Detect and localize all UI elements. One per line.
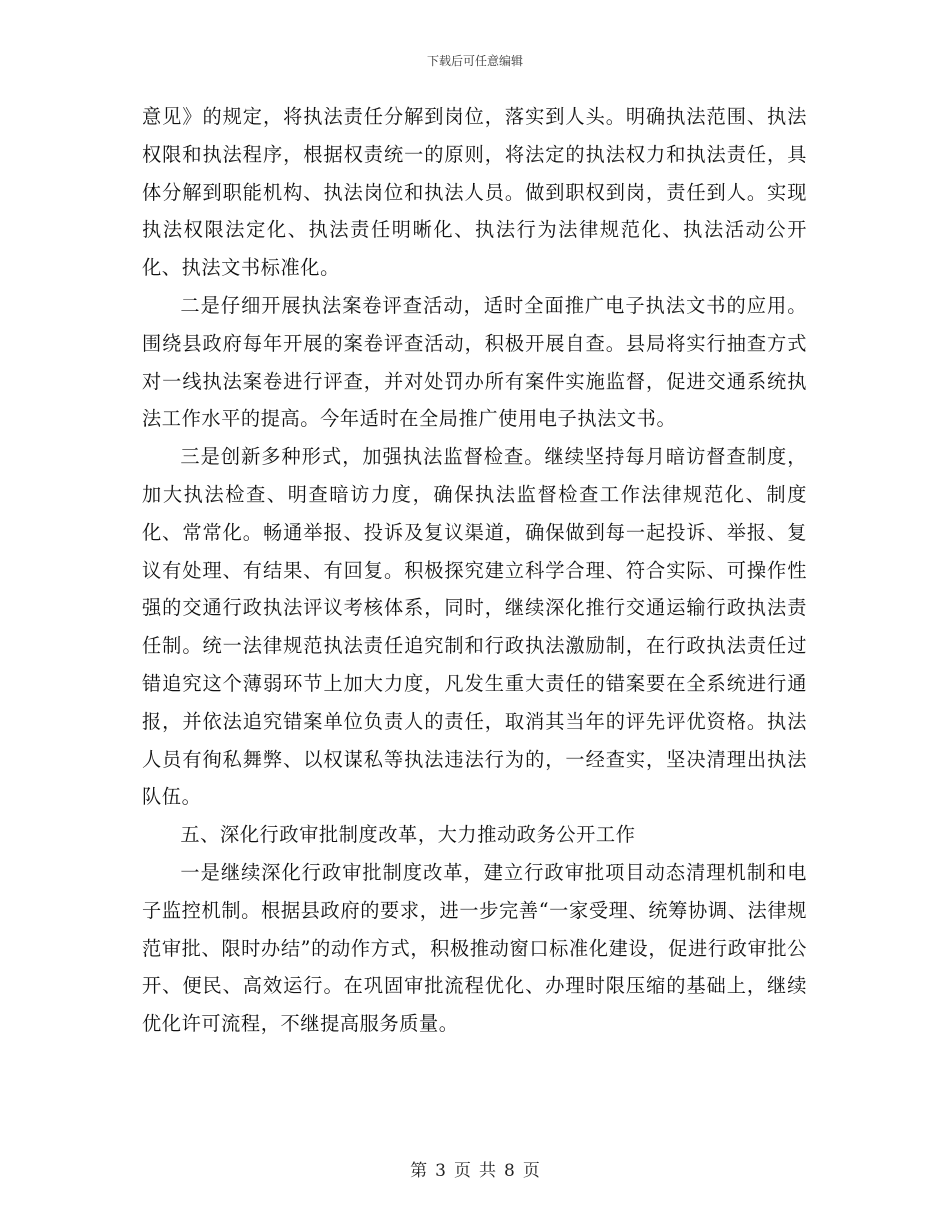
footer-suffix: 页 (522, 1161, 540, 1181)
paragraph-item-three: 三是创新多种形式，加强执法监督检查。继续坚持每月暗访督查制度，加大执法检查、明查暗访力度，确保执法监督检查工作法律规范化、制度化、常常化。畅通举报、投诉及复议渠道，确保做到每一起投诉、举报、复议有处理、有结果、有回复。积极探究建立科学合理、符合实际、可操作性强的交通行政执法评议考核体系，同时，继续深化推行交通运输行政执法责任制。统一法律规范执法责任追究制和行政执法激励制，在行政执法责任过错追究这个薄弱环节上加大力度，凡发生重大责任的错案要在全系统进行通报，并依法追究错案单位负责人的责任，取消其当年的评先评优资格。执法人员有徇私舞弊、以权谋私等执法违法行为的，一经查实，坚决清理出执法队伍。 (142, 445, 807, 809)
document-body (142, 98, 807, 1043)
section-heading-five: 五、深化行政审批制度改革，大力推动政务公开工作 (180, 823, 636, 847)
footer-page-word: 页 (454, 1161, 471, 1181)
footer-prefix: 第 (410, 1161, 428, 1181)
paragraph-continuation: 意见》的规定，将执法责任分解到岗位，落实到人头。明确执法范围、执法权限和执法程序，根据权责统一的原则，将法定的执法权力和执法责任，具体分解到职能机构、执法岗位和执法人员。做到职权到岗，责任到人。实现执法权限法定化、执法责任明晰化、执法行为法律规范化、执法活动公开化、执法文书标准化。 (142, 105, 807, 280)
page-footer (0, 1156, 950, 1181)
paragraph-section-five-item-one: 一是继续深化行政审批制度改革，建立行政审批项目动态清理机制和电子监控机制。根据县政府的要求，进一步完善“一家受理、统筹协调、法律规范审批、限时办结”的动作方式，积极推动窗口标准化建设，促进行政审批公开、便民、高效运行。在巩固审批流程优化、办理时限压缩的基础上，继续优化许可流程，不继提高服务质量。 (142, 860, 807, 1036)
paragraph-item-two: 二是仔细开展执法案卷评查活动，适时全面推广电子执法文书的应用。围绕县政府每年开展的案卷评查活动，积极开展自查。县局将实行抽查方式对一线执法案卷进行评查，并对处罚办所有案件实施监督，促进交通系统执法工作水平的提高。今年适时在全局推广使用电子执法文书。 (142, 293, 807, 431)
footer-total-pages: 8 (504, 1161, 515, 1181)
footer-current-page: 3 (435, 1161, 446, 1181)
page-header-note: 下载后可任意编辑 (426, 54, 523, 68)
footer-total-prefix: 共 (479, 1161, 496, 1181)
